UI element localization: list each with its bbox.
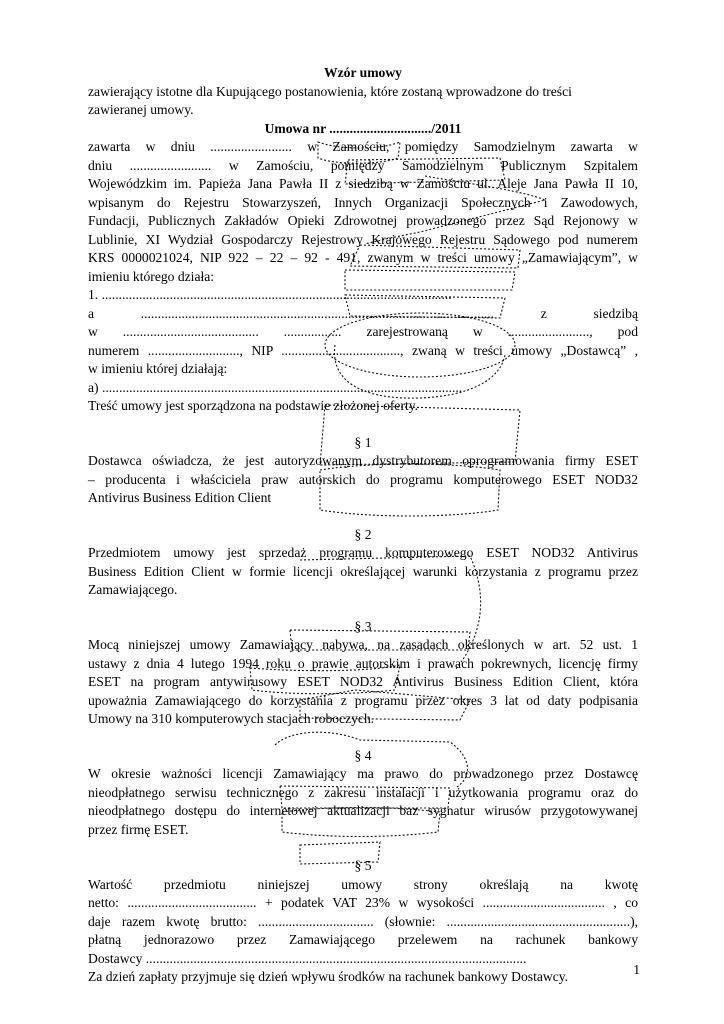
section-label: § 5	[354, 858, 372, 873]
spacer	[88, 416, 638, 434]
section-line: upoważnia Zamawiającego do korzystania z programu przez okres 3 lat od daty podpisania	[88, 692, 638, 708]
section-line: netto: ...................................... + podatek VAT 23% w wysokości .................................... , co	[88, 895, 638, 910]
section-line: płatną jednorazowo przez Zamawiającego przelewem na rachunek bankowy	[88, 932, 638, 947]
section-line: Dostawcy ................................................................................................................	[88, 950, 527, 966]
spacer	[88, 729, 638, 747]
section-line: Wartość przedmiotu niniejszej umowy strony określają na kwotę	[88, 876, 638, 892]
spacer	[88, 508, 638, 526]
section-line: przez firmę ESET.	[88, 821, 189, 837]
parties-line: wpisanym do Rejestru Stowarzyszeń, Innych Organizacji Społecznych i Zawodowych,	[88, 194, 638, 210]
closing-line: Za dzień zapłaty przyjmuje się dzień wpływu środków na rachunek bankowy Dostawcy.	[88, 969, 569, 984]
intro-line: zawierający istotne dla Kupującego postanowienia, które zostaną wprowadzone do treści	[88, 83, 572, 99]
section-line: Dostawca oświadcza, że jest autoryzowanym dystrybutorem oprogramowania firmy ESET	[88, 453, 638, 468]
section-line: nieodpłatnego serwisu technicznego z zakresu instalacji i użytkowania programu oraz do	[88, 784, 638, 800]
parties-line: Wojewódzkim im. Papieża Jana Pawła II z siedzibą w Zamościu ul. Aleje Jana Pawła II 10,	[88, 176, 638, 191]
contractor-represented-label: w imieniu której działają:	[88, 361, 228, 376]
contractor-representative-line: a) ..........................................................................................................	[88, 379, 463, 395]
section-line: Mocą niniejszej umowy Zamawiający nabywa, na zasadach określonych w art. 52 ust. 1	[88, 637, 638, 652]
section-line: W okresie ważności licencji Zamawiający ma prawo do prowadzonego przez Dostawcę	[88, 766, 638, 781]
contract-title: Umowa nr ............................../2011	[264, 120, 462, 136]
intro-line: zawieranej umowy.	[88, 102, 194, 117]
document-heading: Wzór umowy	[324, 65, 402, 80]
spacer	[88, 839, 638, 857]
section-line: daje razem kwotę brutto: .................................. (słownie: ......................................................),	[88, 913, 638, 929]
contractor-line: numerem ..........................., NIP ..................................., zwaną w treści umowy „Dostawcą” ,	[88, 342, 638, 358]
page-number: 1	[633, 962, 640, 977]
represented-label: imieniu którego działa:	[88, 268, 215, 284]
parties-line: dniu ........................ w Zamościu, pomiędzy Samodzielnym Publicznym Szpitalem	[88, 157, 638, 173]
parties-line: Fundacji, Publicznych Zakładów Opieki Zdrowotnej prowadzonego przez Sąd Rejonowy w	[88, 213, 638, 228]
section-line: Business Edition Client w formie licencji określającej warunki korzystania z programu przez	[88, 563, 638, 579]
spacer	[88, 600, 638, 618]
contractor-line: a ........................................................................................................ z siedzibą	[88, 305, 638, 321]
offer-note: Treść umowy jest sporządzona na podstawie złożonej oferty.	[88, 398, 419, 413]
parties-line: zawarta w dniu ........................ w Zamościu, pomiędzy Samodzielnym zawarta w	[88, 139, 638, 154]
section-label: § 1	[354, 434, 372, 450]
section-label: § 2	[354, 526, 372, 542]
section-line: ESET na program antywirusowy ESET NOD32 Antivirus Business Edition Client, która	[88, 674, 638, 689]
section-line: ustawy z dnia 4 lutego 1994 roku o prawie autorskim i prawach pokrewnych, licencję firmy	[88, 655, 638, 671]
section-line: nieodpłatnego dostępu do internetowej aktualizacji baz sygnatur wirusów przygotowywanej	[88, 803, 638, 818]
section-label: § 3	[354, 618, 372, 634]
contractor-line: w ........................................ ................. zarejestrowaną w ........................, pod	[88, 324, 638, 339]
section-line: – producenta i właściciela praw autorskich do programu komputerowego ESET NOD32	[88, 471, 638, 487]
section-line: Zamawiającego.	[88, 582, 178, 597]
section-line: Przedmiotem umowy jest sprzedaż programu komputerowego ESET NOD32 Antivirus	[88, 545, 638, 560]
section-label: § 4	[354, 747, 372, 763]
representative-line: 1. .......................................................................................................	[88, 287, 452, 302]
section-line: Antivirus Business Edition Client	[88, 490, 272, 505]
section-line: Umowy na 310 komputerowych stacjach roboczych.	[88, 711, 375, 726]
parties-line: Lublinie, XI Wydział Gospodarczy Rejestrowy Krajowego Rejestru Sądowego pod numerem	[88, 231, 638, 247]
contract-body	[88, 64, 638, 987]
parties-line: KRS 0000021024, NIP 922 – 22 – 92 - 491, zwanym w treści umowy „Zamawiającym”, w	[88, 250, 638, 265]
